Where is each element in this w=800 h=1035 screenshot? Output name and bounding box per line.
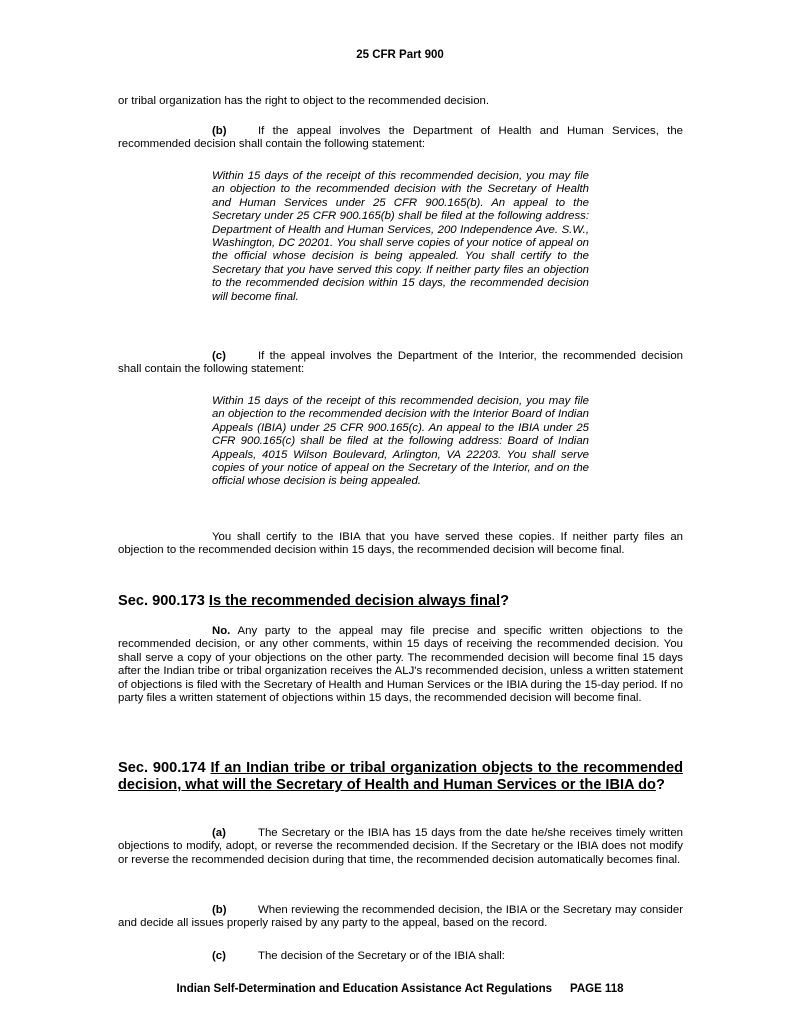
section-900-173-punct: ? [500,593,509,609]
section-900-173-heading [118,593,683,610]
page-header: 25 CFR Part 900 [356,49,444,61]
paragraph-c-label: (c) [212,350,226,362]
page-number: PAGE 118 [570,983,624,995]
section-900-174-a-text: The Secretary or the IBIA has 15 days from the date he/she receives timely written objections to modify, adopt, or reverse the recommended decision. If the Secretary or the IBIA does not modify or reverse the recommended decision during that time, the recommended decision automatically becomes final. [118,827,683,866]
doi-statement-quote: Within 15 days of the receipt of this recommended decision, you may file an objection to the recommended decision with the Interior Board of Indian Appeals (IBIA) under 25 CFR 900.165(c). An appeal to the IBIA under 25 CFR 900.165(c) shall be filed at the following address: Board of Indian Appeals, 4015 Wilson Boulevard, Arlington, VA 22203. You shall serve copies of your notice of appeal on the Secretary of the Interior, and on the official whose decision is being appealed. [212,395,589,488]
section-900-173-number: Sec. 900.173 [118,593,205,609]
section-900-173-title: Is the recommended decision always final [208,593,501,609]
footer-title: Indian Self-Determination and Education Assistance Act Regulations [176,983,552,995]
page-footer [0,983,800,996]
section-900-174-b-text: When reviewing the recommended decision, the IBIA or the Secretary may consider and decide all issues properly raised by any party to the appeal, based on the record. [118,904,683,930]
section-900-174-c-label: (c) [212,950,226,962]
section-900-174-paragraph-c [118,950,683,963]
section-900-173-answer-label: No. [212,625,231,637]
section-900-174-b-label: (b) [212,904,227,916]
section-900-174-paragraph-a [118,827,683,867]
section-900-174-a-label: (a) [212,827,226,839]
section-900-173-answer-text: Any party to the appeal may file precise and specific written objections to the recommended decision, or any other comments, within 15 days of receiving the recommended decision. You shall serve a copy of your objections on the other party. The recommended decision will become final 15 days after the Indian tribe or tribal organization receives the ALJ's recommended decision, unless a written statement of objections is filed with the Secretary of Health and Human Services or the IBIA during the 15-day period. If no party files a written statement of objections within 15 days, the recommended decision will become final. [118,625,683,705]
section-900-174-number: Sec. 900.174 [118,760,206,776]
paragraph-c-doi [118,350,683,377]
certify-paragraph: You shall certify to the IBIA that you have served these copies. If neither party files an objection to the recommended decision within 15 days, the recommended decision will become final. [118,531,683,557]
hhs-statement-quote: Within 15 days of the receipt of this recommended decision, you may file an objection to the recommended decision with the Secretary of Health and Human Services under 25 CFR 900.165(b). An appeal to the Secretary under 25 CFR 900.165(b) shall be filed at the following address: Department of Health and Human Services, 200 Independence Ave. S.W., Washington, DC 20201. You shall serve copies of your notice of appeal on the official whose decision is being appealed. You shall certify to the Secretary that you have served this copy. If neither party files an objection to the recommended decision within 15 days, the recommended decision will become final. [212,170,589,303]
section-900-174-heading [118,760,683,794]
paragraph-c-text: If the appeal involves the Department of the Interior, the recommended decision shall contain the following statement: [118,350,683,376]
section-900-174-c-text: The decision of the Secretary or of the IBIA shall: [258,950,505,962]
section-900-173-answer [118,625,683,705]
section-900-174-punct: ? [655,777,665,793]
paragraph-b-hhs [118,125,683,152]
intro-tail-paragraph: or tribal organization has the right to object to the recommended decision. [118,95,490,107]
paragraph-b-label: (b) [212,125,227,137]
section-900-174-title: If an Indian tribe or tribal organization objects to the recommended decision, what will the Secretary of Health and Human Services or the IBIA do [118,760,683,793]
section-900-174-paragraph-b [118,904,683,931]
paragraph-b-text: If the appeal involves the Department of Health and Human Services, the recommended decision shall contain the following statement: [118,125,683,151]
